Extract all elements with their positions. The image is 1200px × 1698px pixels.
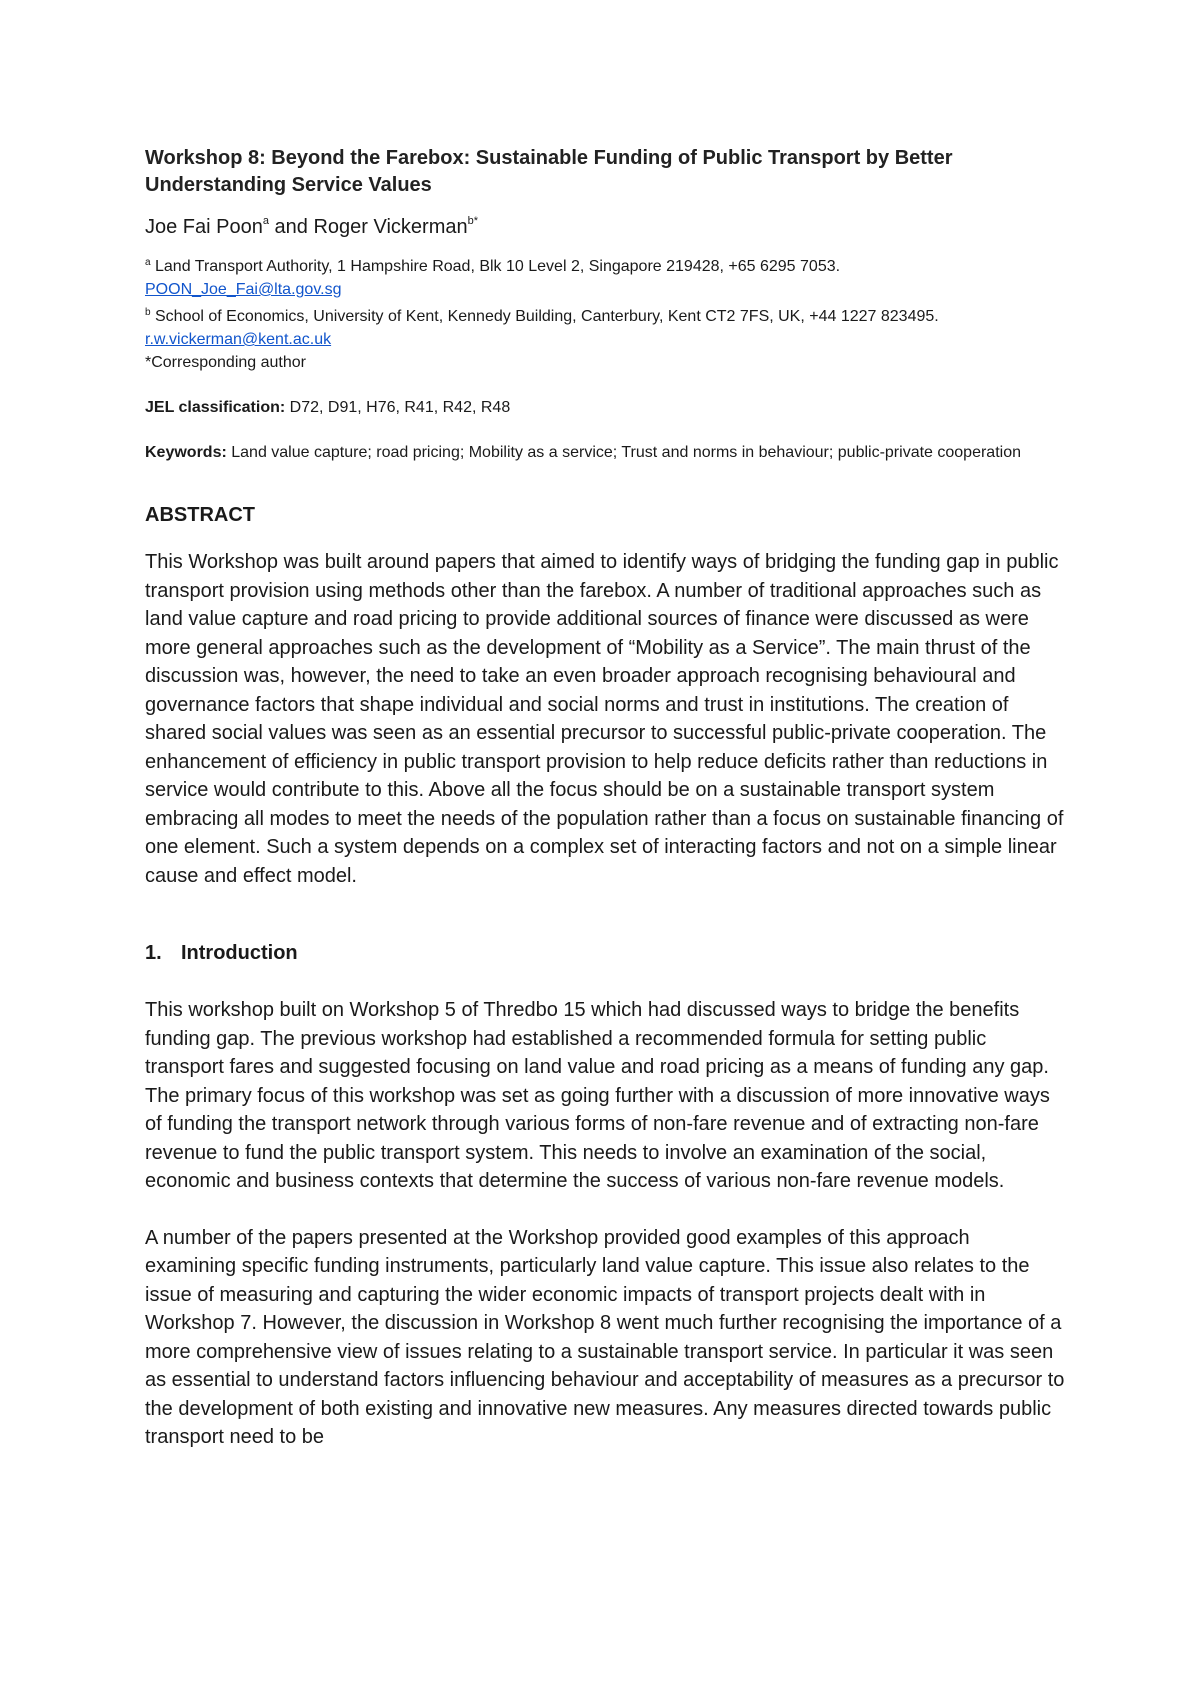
author-1-email-link[interactable]: POON_Joe_Fai@lta.gov.sg: [145, 281, 342, 298]
affiliation-b-text: School of Economics, University of Kent, Kennedy Building, Canterbury, Kent CT2 7FS, UK, +44 1227 823495.: [150, 308, 939, 325]
author-2-email-link[interactable]: r.w.vickerman@kent.ac.uk: [145, 331, 332, 348]
section-title: Introduction: [181, 942, 298, 964]
affiliation-b-mark: b: [145, 307, 151, 318]
author-line: [145, 207, 1065, 241]
introduction-paragraph-1: This workshop built on Workshop 5 of Thredbo 15 which had discussed ways to bridge the benefits funding gap. The previous workshop had established a recommended formula for setting public transport fares and suggested focusing on land value and road pricing as a means of funding any gap. The primary focus of this workshop was set as going further with a discussion of more innovative ways of funding the transport network through various forms of non-fare revenue and of extracting non-fare revenue to fund the public transport system. This needs to involve an examination of the social, economic and business contexts that determine the success of various non-fare revenue models.: [145, 999, 1050, 1192]
affiliation-b: [145, 301, 1065, 328]
page-content: [145, 145, 1065, 1452]
affiliation-a-text: Land Transport Authority, 1 Hampshire Road, Blk 10 Level 2, Singapore 219428, +65 6295 7053.: [150, 258, 841, 275]
keywords-label: Keywords:: [145, 444, 227, 461]
author-2-name: Roger Vickerman: [313, 216, 468, 238]
author-2-affiliation-mark: b*: [467, 215, 479, 227]
introduction-paragraph-2: A number of the papers presented at the Workshop provided good examples of this approach examining specific funding instruments, particularly land value capture. This issue also relates to the issue of measuring and capturing the wider economic impacts of transport projects dealt with in Workshop 7. However, the discussion in Workshop 8 went much further recognising the importance of a more comprehensive view of issues relating to a sustainable transport service. In particular it was seen as essential to understand factors influencing behaviour and acceptability of measures as a precursor to the development of both existing and innovative new measures. Any measures directed towards public transport need to be: [145, 1226, 1065, 1448]
affiliation-a: [145, 251, 1065, 278]
abstract-text: This Workshop was built around papers that aimed to identify ways of bridging the funding gap in public transport provision using methods other than the farebox. A number of traditional approaches such as land value capture and road pricing to provide additional sources of finance were discussed as were more general approaches such as the development of “Mobility as a Service”. The main thrust of the discussion was, however, the need to take an even broader approach recognising behavioural and governance factors that shape individual and social norms and trust in institutions. The creation of shared social values was seen as an essential precursor to successful public-private cooperation. The enhancement of efficiency in public transport provision to help reduce deficits rather than reductions in service would contribute to this. Above all the focus should be on a sustainable transport system embracing all modes to meet the needs of the population rather than a focus on sustainable financing of one element. Such a system depends on a complex set of interacting factors and not on a simple linear cause and effect model.: [145, 551, 1064, 887]
corresponding-author-note: *Corresponding author: [145, 354, 306, 371]
affiliation-a-mark: a: [145, 257, 151, 268]
paper-title: Workshop 8: Beyond the Farebox: Sustainable Funding of Public Transport by Better Understanding Service Values: [145, 147, 953, 196]
author-connector: and: [268, 216, 314, 238]
author-1-name: Joe Fai Poon: [145, 216, 263, 238]
abstract-heading: ABSTRACT: [145, 504, 255, 526]
keywords-list: Land value capture; road pricing; Mobility as a service; Trust and norms in behaviour; public-private cooperation: [226, 444, 1021, 461]
section-heading-introduction: [145, 940, 1065, 966]
jel-classification: [145, 396, 1065, 419]
section-number: 1.: [145, 942, 162, 964]
jel-codes: D72, D91, H76, R41, R42, R48: [285, 399, 511, 416]
keywords: [145, 441, 1065, 464]
jel-label: JEL classification:: [145, 399, 286, 416]
author-1-affiliation-mark: a: [262, 215, 269, 227]
affiliation-a-email-line: [145, 278, 1065, 301]
affiliation-b-email-line: [145, 328, 1065, 351]
affiliations: [145, 251, 1065, 374]
